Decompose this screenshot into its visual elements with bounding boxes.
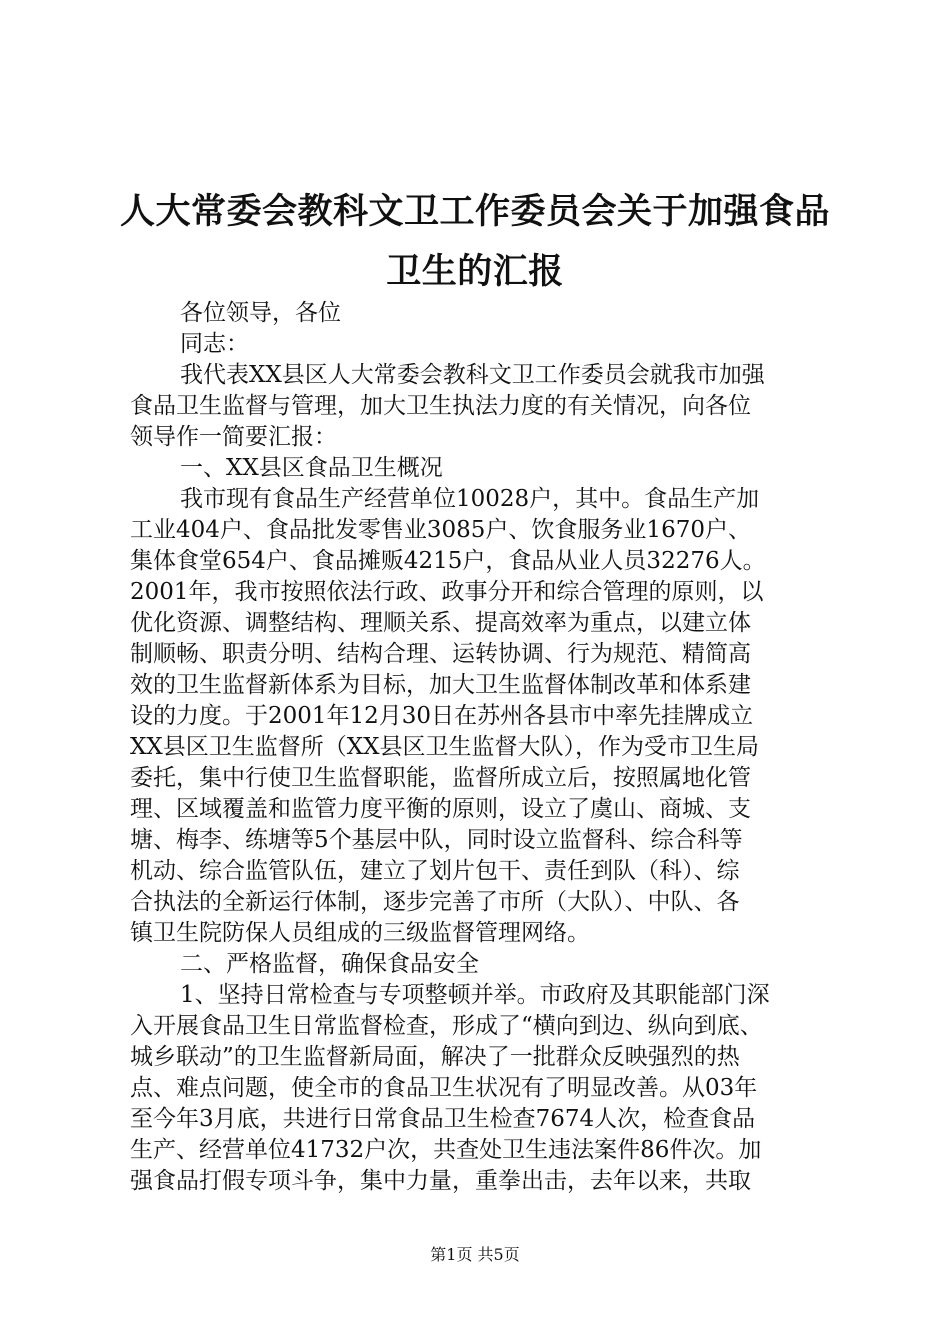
body-line: 入开展食品卫生日常监督检查，形成了“横向到边、纵向到底、 <box>130 1013 763 1039</box>
body-line: 我代表XX县区人大常委会教科文卫工作委员会就我市加强 <box>180 362 765 388</box>
body-line: 我市现有食品生产经营单位10028户，其中。食品生产加 <box>180 486 760 512</box>
body-line: 至今年3月底，共进行日常食品卫生检查7674人次，检查食品 <box>130 1106 756 1132</box>
body-line: 1、坚持日常检查与专项整顿并举。市政府及其职能部门深 <box>180 982 770 1008</box>
body-line: 合执法的全新运行体制，逐步完善了市所（大队）、中队、各 <box>130 889 740 915</box>
page-footer: 第1页 共5页 <box>430 1245 520 1264</box>
body-line: 点、难点问题，使全市的食品卫生状况有了明显改善。从03年 <box>130 1075 758 1101</box>
body-line: 委托，集中行使卫生监督职能，监督所成立后，按照属地化管 <box>130 765 751 791</box>
body-line: XX县区卫生监督所（XX县区卫生监督大队），作为受市卫生局 <box>130 734 759 760</box>
body-line: 领导作一简要汇报： <box>130 424 337 450</box>
body-line: 同志： <box>180 331 249 357</box>
body-line: 2001年，我市按照依法行政、政事分开和综合管理的原则，以 <box>130 579 764 605</box>
body-line: 设的力度。于2001年12月30日在苏州各县市中率先挂牌成立 <box>130 703 754 729</box>
body-line: 机动、综合监管队伍，建立了划片包干、责任到队（科）、综 <box>130 858 740 884</box>
body-line: 镇卫生院防保人员组成的三级监督管理网络。 <box>130 920 590 946</box>
body-line: 效的卫生监督新体系为目标，加大卫生监督体制改革和体系建 <box>130 672 751 698</box>
body-line: 食品卫生监督与管理，加大卫生执法力度的有关情况，向各位 <box>130 393 751 419</box>
body-line: 理、区域覆盖和监管力度平衡的原则，设立了虞山、商城、支 <box>130 796 751 822</box>
body-line: 一、XX县区食品卫生概况 <box>180 455 443 481</box>
title-line-1: 人大常委会教科文卫工作委员会关于加强食品 <box>120 191 831 232</box>
body-line: 城乡联动”的卫生监督新局面，解决了一批群众反映强烈的热 <box>130 1044 740 1070</box>
body-line: 优化资源、调整结构、理顺关系、提高效率为重点，以建立体 <box>130 610 751 636</box>
body-line: 强食品打假专项斗争，集中力量，重拳出击，去年以来，共取 <box>130 1168 751 1194</box>
document-body <box>130 298 830 1197</box>
body-line: 各位领导，各位 <box>180 300 341 326</box>
body-line: 集体食堂654户、食品摊贩4215户，食品从业人员32276人。 <box>130 548 766 574</box>
body-line: 生产、经营单位41732户次，共查处卫生违法案件86件次。加 <box>130 1137 762 1163</box>
body-line: 工业404户、食品批发零售业3085户、饮食服务业1670户、 <box>130 517 751 543</box>
body-line: 塘、梅李、练塘等5个基层中队，同时设立监督科、综合科等 <box>130 827 743 853</box>
body-line: 制顺畅、职责分明、结构合理、运转协调、行为规范、精简高 <box>130 641 751 667</box>
title-line-2: 卫生的汇报 <box>386 251 564 292</box>
body-line: 二、严格监督，确保食品安全 <box>180 951 479 977</box>
document-title <box>120 182 830 302</box>
